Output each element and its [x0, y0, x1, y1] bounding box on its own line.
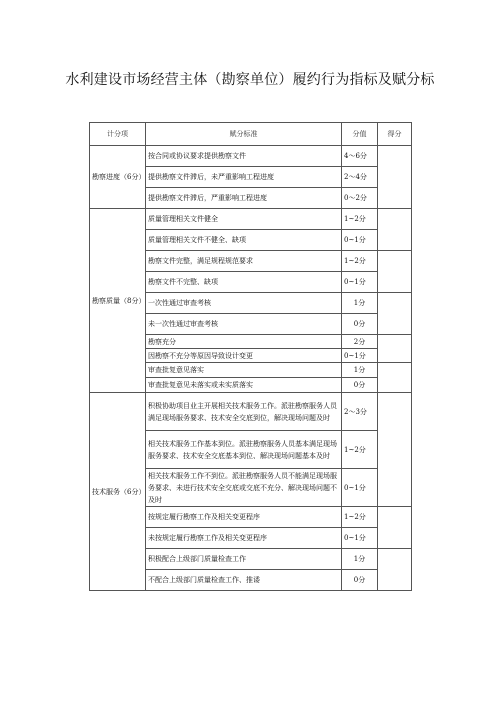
score-cell: [378, 293, 412, 335]
standard-cell: 提供勘察文件滞后，严重影响工程进度: [146, 188, 342, 209]
standard-cell: 未一次性通过审查考核: [146, 314, 342, 335]
score-cell: [378, 393, 412, 507]
score-cell: [378, 549, 412, 591]
value-cell: 0~1分: [342, 528, 378, 549]
standard-cell: 审查批复意见未落实或未实质落实: [146, 378, 342, 393]
value-cell: 4～6分: [342, 146, 378, 167]
value-cell: 0分: [342, 378, 378, 393]
score-cell: [378, 507, 412, 549]
standard-cell: 质量管理相关文件健全: [146, 209, 342, 230]
standard-cell: 审查批复意见落实: [146, 363, 342, 378]
category-quality: 勘察质量（8分）: [90, 209, 146, 393]
score-cell: [378, 146, 412, 209]
value-cell: 0~1分: [342, 230, 378, 251]
value-cell: 0~1分: [342, 272, 378, 293]
value-cell: 0~1分: [342, 349, 378, 363]
category-service: 技术服务（6分）: [90, 393, 146, 591]
standard-cell: 未按规定履行勘察工作及相关变更程序: [146, 528, 342, 549]
scoring-table: [89, 122, 412, 591]
standard-cell: 不配合上级部门质量检查工作、推诿: [146, 570, 342, 591]
score-cell: [378, 209, 412, 251]
value-cell: 2分: [342, 335, 378, 349]
value-cell: 2～4分: [342, 167, 378, 188]
standard-cell: 积极协助项目业主开展相关技术服务工作。派驻勘察服务人员满足现场服务要求、技术安全交底到位，解决现场问题及时: [146, 393, 342, 431]
header-standard: 赋分标准: [146, 123, 342, 146]
standard-cell: 因勘察不充分等原因导致设计变更: [146, 349, 342, 363]
header-score: 得分: [378, 123, 412, 146]
category-progress: 勘察进度（6分）: [90, 146, 146, 209]
standard-cell: 相关技术服务工作基本到位。派驻勘察服务人员基本满足现场服务要求、技术安全交底基本到位、解决现场问题基本及时: [146, 431, 342, 469]
standard-cell: 按合同或协议要求提供勘察文件: [146, 146, 342, 167]
standard-cell: 积极配合上级部门质量检查工作: [146, 549, 342, 570]
table-row: [90, 146, 412, 167]
value-cell: 1~2分: [342, 209, 378, 230]
standard-cell: 质量管理相关文件不健全、缺项: [146, 230, 342, 251]
value-cell: 0分: [342, 570, 378, 591]
value-cell: 1分: [342, 293, 378, 314]
standard-cell: 勘察充分: [146, 335, 342, 349]
standard-cell: 提供勘察文件滞后，未严重影响工程进度: [146, 167, 342, 188]
standard-cell: 一次性通过审查考核: [146, 293, 342, 314]
table-header-row: [90, 123, 412, 146]
standard-cell: 相关技术服务工作不到位。派驻勘察服务人员不能满足现场服务要求、未进行技术安全交底或交底不充分、解决现场问题不及时: [146, 469, 342, 507]
value-cell: 1分: [342, 549, 378, 570]
score-cell: [378, 363, 412, 393]
score-cell: [378, 335, 412, 363]
score-cell: [378, 251, 412, 293]
standard-cell: 按规定履行勘察工作及相关变更程序: [146, 507, 342, 528]
value-cell: 2～3分: [342, 393, 378, 431]
value-cell: 1分: [342, 363, 378, 378]
standard-cell: 勘察文件完整，满足规程规范要求: [146, 251, 342, 272]
document-title: 水利建设市场经营主体（勘察单位）履约行为指标及赋分标: [65, 72, 435, 88]
value-cell: 1~2分: [342, 431, 378, 469]
header-value: 分值: [342, 123, 378, 146]
value-cell: 0分: [342, 314, 378, 335]
standard-cell: 勘察文件不完整、缺项: [146, 272, 342, 293]
value-cell: 1~2分: [342, 507, 378, 528]
value-cell: 1~2分: [342, 251, 378, 272]
header-category: 计分项: [90, 123, 146, 146]
table-row: [90, 393, 412, 431]
table-row: [90, 209, 412, 230]
value-cell: 0~1分: [342, 469, 378, 507]
value-cell: 0～2分: [342, 188, 378, 209]
